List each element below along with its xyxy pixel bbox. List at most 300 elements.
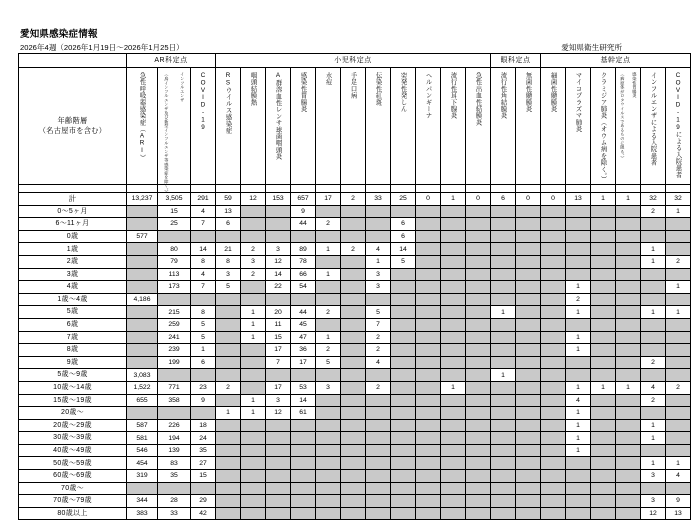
table-cell: 2: [341, 243, 366, 256]
table-cell: [391, 281, 416, 294]
table-cell: [366, 482, 391, 495]
table-cell: 319: [127, 470, 158, 483]
table-cell: 4,186: [127, 293, 158, 306]
table-cell: 1: [591, 193, 616, 206]
table-cell: [666, 218, 691, 231]
table-cell: 1: [641, 432, 666, 445]
table-cell: [216, 306, 241, 319]
table-cell: 5: [316, 356, 341, 369]
table-cell: [491, 507, 516, 520]
table-cell: [616, 230, 641, 243]
table-cell: [491, 470, 516, 483]
table-cell: [516, 407, 541, 420]
spacer-cell: [216, 185, 241, 193]
table-cell: [266, 205, 291, 218]
row-label: 3歳: [19, 268, 127, 281]
table-cell: [541, 407, 566, 420]
row-header-title: [19, 68, 127, 185]
table-cell: 1: [566, 306, 591, 319]
table-cell: 2: [666, 381, 691, 394]
table-cell: [127, 407, 158, 420]
table-cell: [591, 230, 616, 243]
table-cell: 24: [191, 432, 216, 445]
table-cell: [341, 268, 366, 281]
table-cell: [666, 344, 691, 357]
spacer-cell: [341, 185, 366, 193]
table-cell: [266, 470, 291, 483]
table-cell: [416, 344, 441, 357]
table-cell: 2: [566, 293, 591, 306]
column-header-row: [19, 68, 691, 185]
spacer-cell: [291, 185, 316, 193]
table-cell: 239: [158, 344, 191, 357]
table-cell: [341, 218, 366, 231]
table-cell: [291, 369, 316, 382]
table-cell: [541, 331, 566, 344]
column-header-chlamydia: [591, 68, 616, 185]
table-cell: 655: [127, 394, 158, 407]
table-cell: [341, 495, 366, 508]
table-cell: 7: [191, 281, 216, 294]
table-cell: 61: [291, 407, 316, 420]
table-row: [19, 331, 691, 344]
table-cell: [541, 318, 566, 331]
table-cell: [127, 306, 158, 319]
table-cell: [158, 369, 191, 382]
table-cell: [291, 293, 316, 306]
table-cell: 11: [266, 318, 291, 331]
table-cell: [616, 495, 641, 508]
table-cell: [566, 255, 591, 268]
table-cell: [416, 381, 441, 394]
table-cell: 1: [666, 457, 691, 470]
table-cell: [591, 344, 616, 357]
table-cell: 4: [191, 268, 216, 281]
table-cell: [591, 218, 616, 231]
table-cell: [441, 356, 466, 369]
table-cell: [391, 381, 416, 394]
table-row: [19, 394, 691, 407]
column-header-exanthem: [391, 68, 416, 185]
table-cell: 2: [666, 255, 691, 268]
table-cell: [441, 255, 466, 268]
table-cell: [127, 281, 158, 294]
table-cell: [341, 444, 366, 457]
table-cell: [441, 318, 466, 331]
table-cell: 4: [366, 243, 391, 256]
table-cell: [391, 444, 416, 457]
table-cell: [591, 255, 616, 268]
table-cell: 1: [566, 432, 591, 445]
table-cell: 1: [316, 268, 341, 281]
table-cell: 259: [158, 318, 191, 331]
table-cell: 0: [541, 193, 566, 206]
table-cell: [291, 495, 316, 508]
table-cell: [316, 293, 341, 306]
table-cell: [666, 268, 691, 281]
table-cell: [591, 407, 616, 420]
table-row: [19, 205, 691, 218]
table-cell: 1: [366, 255, 391, 268]
table-cell: 5: [366, 306, 391, 319]
table-cell: [341, 482, 366, 495]
table-cell: [616, 356, 641, 369]
table-cell: [541, 255, 566, 268]
table-cell: [616, 394, 641, 407]
table-cell: [641, 218, 666, 231]
table-row: [19, 255, 691, 268]
table-cell: [127, 255, 158, 268]
table-cell: [466, 230, 491, 243]
row-label: 30歳～39歳: [19, 432, 127, 445]
table-cell: [516, 255, 541, 268]
table-cell: [391, 407, 416, 420]
table-cell: [366, 230, 391, 243]
table-cell: [391, 470, 416, 483]
table-cell: [241, 470, 266, 483]
column-header-ahc: [466, 68, 491, 185]
table-cell: [127, 218, 158, 231]
table-row: [19, 381, 691, 394]
table-cell: [391, 507, 416, 520]
table-cell: [366, 218, 391, 231]
table-cell: [441, 419, 466, 432]
table-cell: [541, 306, 566, 319]
table-cell: 53: [291, 381, 316, 394]
table-cell: [416, 394, 441, 407]
column-header-label: 急性出血性結膜炎: [474, 72, 482, 126]
table-cell: [341, 306, 366, 319]
table-cell: [216, 457, 241, 470]
table-cell: [391, 205, 416, 218]
row-label: 15歳～19歳: [19, 394, 127, 407]
table-cell: 3: [216, 268, 241, 281]
table-cell: [341, 281, 366, 294]
table-cell: [541, 218, 566, 231]
table-cell: 17: [266, 344, 291, 357]
table-cell: [266, 432, 291, 445]
table-cell: [616, 432, 641, 445]
table-cell: 2: [316, 306, 341, 319]
table-cell: [516, 419, 541, 432]
table-cell: [441, 495, 466, 508]
table-cell: [516, 457, 541, 470]
table-cell: [391, 432, 416, 445]
table-cell: 241: [158, 331, 191, 344]
table-cell: 12: [266, 255, 291, 268]
table-cell: [366, 419, 391, 432]
table-cell: [191, 407, 216, 420]
table-cell: 1: [566, 407, 591, 420]
table-row: [19, 444, 691, 457]
table-cell: 35: [191, 444, 216, 457]
table-cell: [416, 255, 441, 268]
table-cell: 14: [191, 243, 216, 256]
group-header-spacer: [19, 54, 127, 68]
table-cell: [591, 268, 616, 281]
table-cell: 1: [241, 306, 266, 319]
table-cell: [441, 369, 466, 382]
column-header-erythema: [366, 68, 391, 185]
table-cell: [266, 293, 291, 306]
table-cell: [591, 306, 616, 319]
table-cell: 1: [616, 381, 641, 394]
table-cell: 17: [291, 356, 316, 369]
table-cell: [466, 344, 491, 357]
table-cell: [466, 407, 491, 420]
table-cell: [341, 230, 366, 243]
spacer-cell: [416, 185, 441, 193]
table-cell: 5: [191, 318, 216, 331]
row-label: 2歳: [19, 255, 127, 268]
table-cell: 199: [158, 356, 191, 369]
table-cell: 0: [416, 193, 441, 206]
table-row: [19, 507, 691, 520]
table-cell: [127, 482, 158, 495]
table-cell: [541, 394, 566, 407]
table-cell: [466, 444, 491, 457]
spacer-cell: [541, 185, 566, 193]
table-row: [19, 419, 691, 432]
table-cell: [491, 344, 516, 357]
table-cell: [616, 318, 641, 331]
table-cell: [441, 243, 466, 256]
table-cell: [316, 482, 341, 495]
table-cell: [591, 356, 616, 369]
table-cell: [666, 331, 691, 344]
table-cell: [616, 255, 641, 268]
table-cell: [416, 331, 441, 344]
column-header-label: クラミジア肺炎（オウム病を除く。）: [599, 72, 607, 183]
table-cell: [341, 457, 366, 470]
table-cell: 587: [127, 419, 158, 432]
table-cell: [541, 432, 566, 445]
row-label: 10歳～14歳: [19, 381, 127, 394]
table-cell: [316, 407, 341, 420]
table-cell: [191, 230, 216, 243]
table-cell: [366, 444, 391, 457]
table-cell: [441, 331, 466, 344]
table-cell: [216, 318, 241, 331]
table-cell: [391, 356, 416, 369]
table-cell: [491, 331, 516, 344]
column-header-gastro: [291, 68, 316, 185]
table-cell: [391, 457, 416, 470]
table-cell: [466, 470, 491, 483]
column-header-ekc: [491, 68, 516, 185]
column-header-gas: [266, 68, 291, 185]
table-cell: 28: [158, 495, 191, 508]
column-header-label: COVID-19: [199, 72, 207, 132]
table-cell: 12: [241, 193, 266, 206]
table-cell: [241, 230, 266, 243]
column-header-ari: [127, 68, 158, 185]
spacer-cell: [191, 185, 216, 193]
row-label: 70歳～79歳: [19, 495, 127, 508]
table-cell: [216, 507, 241, 520]
table-cell: 6: [391, 218, 416, 231]
table-cell: [616, 344, 641, 357]
table-cell: 42: [191, 507, 216, 520]
table-cell: [416, 230, 441, 243]
table-cell: 113: [158, 268, 191, 281]
table-cell: [466, 293, 491, 306]
table-cell: [641, 230, 666, 243]
table-cell: 1: [641, 255, 666, 268]
table-cell: [341, 381, 366, 394]
table-cell: 358: [158, 394, 191, 407]
table-cell: [366, 293, 391, 306]
table-cell: [241, 293, 266, 306]
table-cell: 1: [666, 205, 691, 218]
table-cell: [491, 281, 516, 294]
table-cell: [127, 243, 158, 256]
table-cell: [366, 394, 391, 407]
table-cell: [541, 507, 566, 520]
table-cell: [516, 470, 541, 483]
row-label: 20歳～29歳: [19, 419, 127, 432]
table-cell: 12: [266, 407, 291, 420]
table-cell: [616, 507, 641, 520]
table-cell: [241, 218, 266, 231]
table-cell: 1: [491, 369, 516, 382]
table-cell: [416, 218, 441, 231]
table-cell: [516, 268, 541, 281]
column-header-mycoplasma: [566, 68, 591, 185]
table-cell: [341, 407, 366, 420]
table-cell: 59: [216, 193, 241, 206]
table-cell: [566, 243, 591, 256]
table-cell: [541, 457, 566, 470]
table-cell: 33: [158, 507, 191, 520]
column-header-note: （鳥インフルエンザ及び新型インフルエンザ等感染症を除く。）: [164, 72, 170, 195]
table-cell: 8: [191, 255, 216, 268]
table-cell: 4: [566, 394, 591, 407]
table-cell: [416, 306, 441, 319]
table-cell: [316, 205, 341, 218]
table-cell: [466, 457, 491, 470]
table-row: [19, 193, 691, 206]
table-cell: [216, 230, 241, 243]
row-label: 80歳以上: [19, 507, 127, 520]
table-cell: 1: [191, 344, 216, 357]
table-cell: 5: [216, 281, 241, 294]
column-header-aseptic: [516, 68, 541, 185]
table-cell: 4: [666, 470, 691, 483]
table-cell: [591, 205, 616, 218]
table-cell: [241, 419, 266, 432]
report-period: 2026年4週（2026年1月19日～2026年1月25日）: [20, 43, 184, 52]
table-cell: [416, 205, 441, 218]
table-cell: [566, 356, 591, 369]
table-cell: 2: [316, 344, 341, 357]
table-cell: [366, 205, 391, 218]
table-cell: [266, 419, 291, 432]
table-cell: 2: [366, 344, 391, 357]
table-cell: 3,505: [158, 193, 191, 206]
table-cell: [241, 444, 266, 457]
table-cell: [241, 381, 266, 394]
table-cell: 2: [641, 356, 666, 369]
table-cell: [316, 394, 341, 407]
table-cell: 23: [191, 381, 216, 394]
table-cell: [541, 230, 566, 243]
table-cell: [516, 331, 541, 344]
table-cell: [566, 457, 591, 470]
table-cell: 4: [641, 381, 666, 394]
table-cell: [341, 432, 366, 445]
table-cell: [591, 507, 616, 520]
table-cell: 1: [566, 444, 591, 457]
table-cell: [666, 243, 691, 256]
surveillance-table: [18, 53, 691, 520]
table-cell: [316, 444, 341, 457]
table-cell: 13: [566, 193, 591, 206]
column-header-covid_hosp: [666, 68, 691, 185]
table-cell: 139: [158, 444, 191, 457]
table-cell: [566, 318, 591, 331]
table-cell: [616, 482, 641, 495]
table-cell: [466, 369, 491, 382]
spacer-cell: [666, 185, 691, 193]
table-cell: [491, 394, 516, 407]
table-cell: [541, 243, 566, 256]
table-cell: [591, 432, 616, 445]
table-cell: [591, 457, 616, 470]
table-cell: [366, 369, 391, 382]
table-row: [19, 344, 691, 357]
table-cell: [566, 218, 591, 231]
table-cell: [416, 470, 441, 483]
table-cell: 3: [366, 268, 391, 281]
table-cell: [127, 344, 158, 357]
table-cell: 344: [127, 495, 158, 508]
table-cell: 22: [266, 281, 291, 294]
table-cell: 1: [316, 243, 341, 256]
table-cell: [466, 394, 491, 407]
table-cell: [441, 507, 466, 520]
table-cell: [391, 318, 416, 331]
table-cell: [541, 344, 566, 357]
table-cell: [516, 293, 541, 306]
table-cell: 1: [216, 407, 241, 420]
table-cell: 21: [216, 243, 241, 256]
table-cell: [641, 482, 666, 495]
table-cell: [616, 369, 641, 382]
table-cell: [566, 470, 591, 483]
table-cell: 1: [241, 318, 266, 331]
table-cell: [441, 432, 466, 445]
table-cell: 6: [491, 193, 516, 206]
table-cell: [127, 268, 158, 281]
table-row: [19, 243, 691, 256]
spacer-cell: [566, 185, 591, 193]
table-cell: [241, 482, 266, 495]
table-cell: 1: [566, 344, 591, 357]
table-cell: 1: [241, 394, 266, 407]
table-cell: [341, 293, 366, 306]
table-cell: 577: [127, 230, 158, 243]
column-header-label: 細菌性髄膜炎: [549, 72, 557, 113]
table-cell: [516, 230, 541, 243]
table-cell: [316, 470, 341, 483]
column-header-label: ヘルパンギーナ: [424, 72, 432, 119]
table-cell: [391, 482, 416, 495]
column-header-label: RSウイルス感染症: [224, 72, 232, 134]
table-cell: [266, 495, 291, 508]
table-cell: [341, 419, 366, 432]
table-cell: [316, 369, 341, 382]
